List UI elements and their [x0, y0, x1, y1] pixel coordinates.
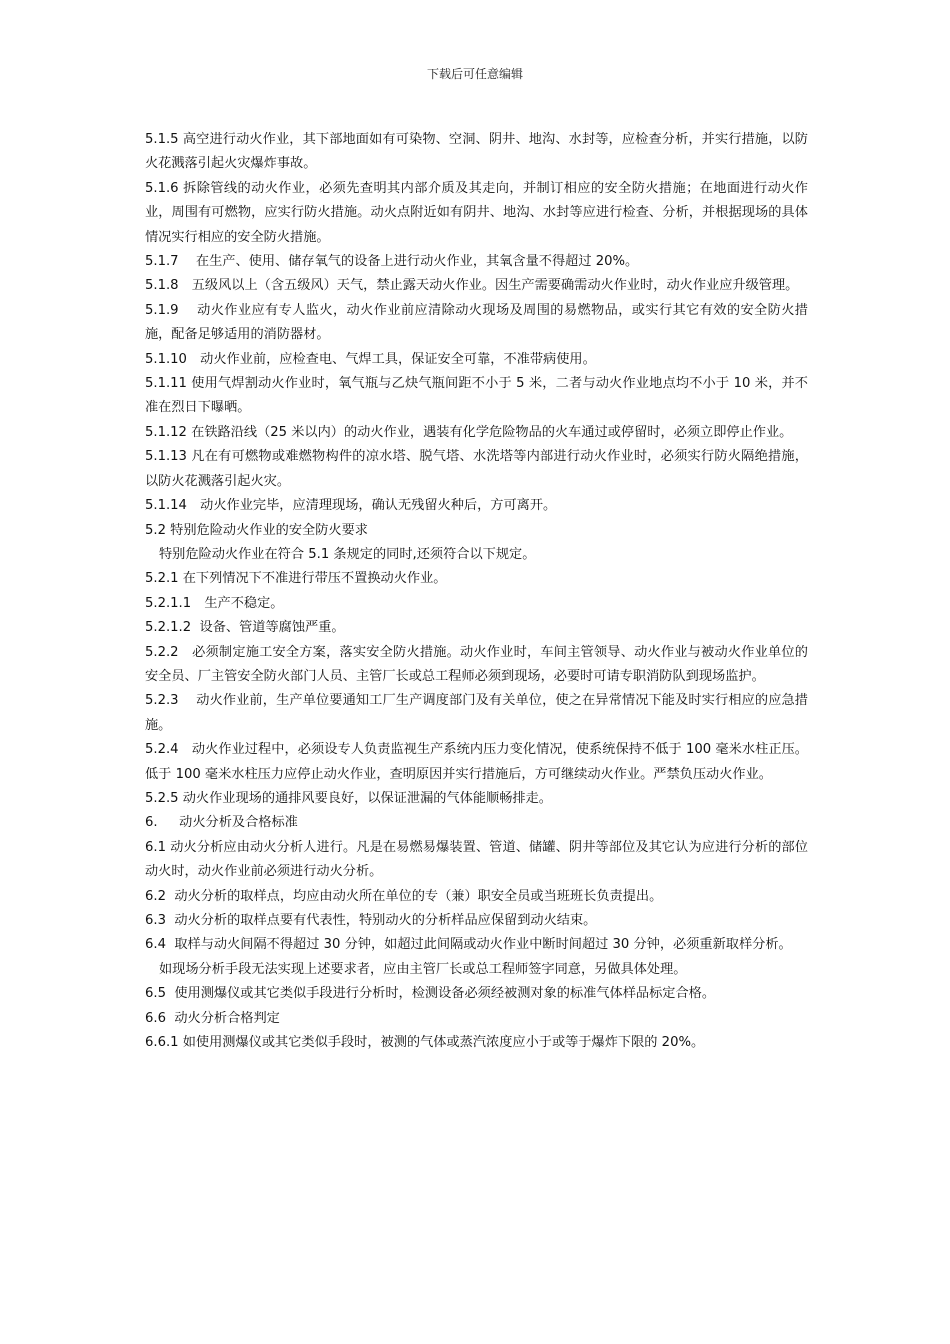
paragraph: 5.2.1 在下列情况下不准进行带压不置换动火作业。 [145, 571, 447, 587]
paragraph: 6.4 取样与动火间隔不得超过 30 分钟，如超过此间隔或动火作业中断时间超过 30 分钟，必须重新取样分析。 [145, 937, 792, 953]
section-heading: 6.6 动火分析合格判定 [145, 1010, 280, 1026]
paragraph: 如现场分析手段无法实现上述要求者，应由主管厂长或总工程师签字同意，另做具体处理。 [159, 961, 687, 977]
paragraph: 5.2.1.2 设备、管道等腐蚀严重。 [145, 620, 345, 636]
paragraph: 6.6.1 如使用测爆仪或其它类似手段时，被测的气体或蒸汽浓度应小于或等于爆炸下限的 20%。 [145, 1035, 705, 1051]
paragraph: 5.2.2 必须制定施工安全方案，落实安全防火措施。动火作业时，车间主管领导、动火作业与被动火作业单位的安全员、厂主管安全防火部门人员、主管厂长或总工程师必须到现场，必要时可请专职消防队到现场监护。 [145, 644, 808, 684]
paragraph: 5.1.10 动火作业前，应检查电、气焊工具，保证安全可靠，不准带病使用。 [145, 351, 596, 367]
paragraph: 6.1 动火分析应由动火分析人进行。凡是在易燃易爆装置、管道、储罐、阴井等部位及其它认为应进行分析的部位动火时，动火作业前必须进行动火分析。 [145, 839, 808, 880]
paragraph: 5.1.5 高空进行动火作业，其下部地面如有可染物、空洞、阴井、地沟、水封等，应检查分析，并实行措施，以防火花溅落引起火灾爆炸事故。 [145, 132, 808, 172]
paragraph: 5.2.1.1 生产不稳定。 [145, 595, 284, 611]
paragraph: 5.1.8 五级风以上（含五级风）天气，禁止露天动火作业。因生产需要确需动火作业时，动火作业应升级管理。 [145, 278, 799, 294]
document-body [145, 128, 808, 1055]
paragraph: 特别危险动火作业在符合 5.1 条规定的同时,还须符合以下规定。 [159, 546, 536, 562]
paragraph: 5.1.7 在生产、使用、储存氧气的设备上进行动火作业，其氧含量不得超过 20%。 [145, 254, 639, 270]
paragraph: 5.2.5 动火作业现场的通排风要良好，以保证泄漏的气体能顺畅排走。 [145, 790, 552, 806]
page-header: 下载后可任意编辑 [426, 67, 523, 81]
paragraph: 6.3 动火分析的取样点要有代表性，特别动火的分析样品应保留到动火结束。 [145, 913, 597, 928]
paragraph: 5.1.13 凡在有可燃物或难燃物构件的凉水塔、脱气塔、水洗塔等内部进行动火作业时，必须实行防火隔绝措施，以防火花溅落引起火灾。 [145, 449, 808, 489]
section-heading: 5.2 特别危险动火作业的安全防火要求 [145, 522, 368, 538]
paragraph: 5.2.3 动火作业前，生产单位要通知工厂生产调度部门及有关单位，使之在异常情况下能及时实行相应的应急措施。 [145, 693, 808, 733]
paragraph: 5.1.12 在铁路沿线（25 米以内）的动火作业，遇装有化学危险物品的火车通过或停留时，必须立即停止作业。 [145, 424, 793, 440]
paragraph: 6.2 动火分析的取样点，均应由动火所在单位的专（兼）职安全员或当班班长负责提出。 [145, 888, 663, 904]
paragraph: 6.5 使用测爆仪或其它类似手段进行分析时，检测设备必须经被测对象的标准气体样品标定合格。 [145, 986, 716, 1002]
paragraph: 5.2.4 动火作业过程中，必须设专人负责监视生产系统内压力变化情况，使系统保持不低于 100 毫米水柱正压。低于 100 毫米水柱压力应停止动火作业，查明原因并实行措施后，方可继续动火作业。严禁负压动火作业。 [145, 742, 808, 782]
section-heading: 6. 动火分析及合格标准 [145, 815, 298, 831]
paragraph: 5.1.6 拆除管线的动火作业，必须先查明其内部介质及其走向，并制订相应的安全防火措施；在地面进行动火作业，周围有可燃物，应实行防火措施。动火点附近如有阴井、地沟、水封等应进行检查、分析，并根据现场的具体情况实行相应的安全防火措施。 [145, 180, 808, 245]
paragraph: 5.1.9 动火作业应有专人监火，动火作业前应清除动火现场及周围的易燃物品，或实行其它有效的安全防火措施，配备足够适用的消防器材。 [145, 302, 808, 343]
paragraph: 5.1.11 使用气焊割动火作业时，氧气瓶与乙炔气瓶间距不小于 5 米，二者与动火作业地点均不小于 10 米，并不准在烈日下曝晒。 [145, 376, 808, 416]
paragraph: 5.1.14 动火作业完毕，应清理现场，确认无残留火种后，方可离开。 [145, 498, 557, 514]
